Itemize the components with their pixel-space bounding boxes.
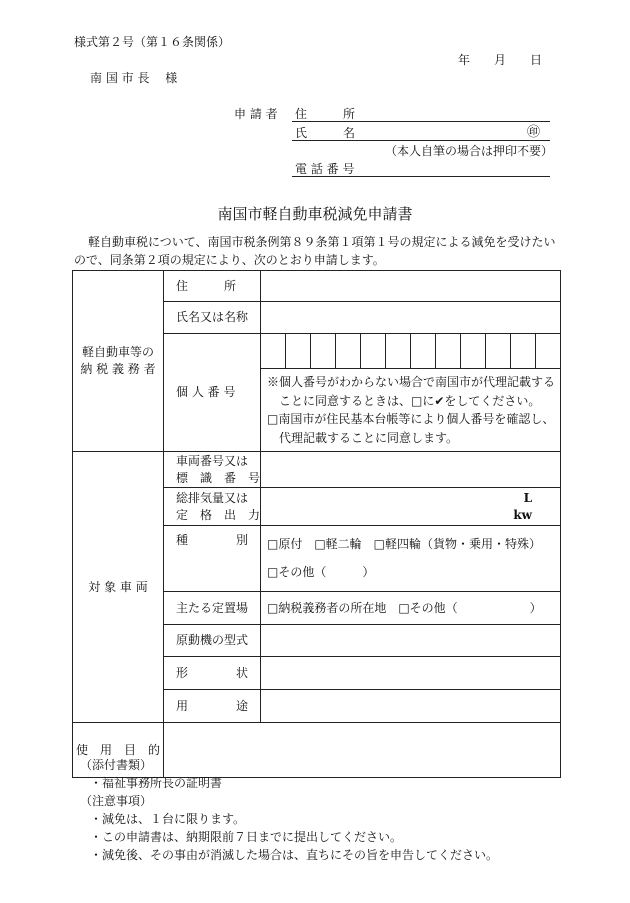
digit-box[interactable] [485,334,510,368]
vehicle-number-line2: 標 識 番 号 [176,470,261,485]
document-title: 南国市軽自動車税減免申請書 [217,205,413,223]
applicant-label: 申 請 者 [234,107,278,121]
pn-note-line2: ことに同意するときは、□に✔をしてください。 [279,393,541,408]
displacement-line2: 定 格 出 力 [176,507,261,522]
shape-label: 形 状 [164,657,261,690]
digit-box[interactable] [335,334,360,368]
date-line: 年 月 日 [458,53,543,67]
vehicle-number-label [164,452,261,488]
digit-box[interactable] [310,334,335,368]
digit-box[interactable] [360,334,385,368]
purpose-field[interactable] [261,690,561,723]
vehicle-category: 対 象 車 両 [73,452,164,723]
purpose-label: 用 途 [164,690,261,723]
storage-label: 主たる定置場 [164,592,261,625]
personal-number-note [261,369,560,451]
footer-notes [80,756,498,864]
personal-number-cell [261,334,561,452]
applicant-phone-line[interactable] [292,176,550,177]
intro-line-1: 軽自動車税について、南国市税条例第８９条第１項第１号の規定による減免を受けたい [88,235,556,249]
name-or-title-field[interactable] [261,302,561,334]
name-or-title-label: 氏名又は名称 [164,302,261,334]
unit-liter: L [523,491,532,506]
addressee: 南 国 市 長 様 [90,71,178,85]
taxpayer-category-line1: 軽自動車等の [81,345,154,360]
vehicle-number-field[interactable] [261,452,561,488]
note-item-1: ・減免は、１台に限ります。 [90,812,246,826]
address-field[interactable] [261,271,561,302]
displacement-label [164,488,261,526]
attach-item: ・福祉事務所長の証明書 [90,776,223,790]
digit-box[interactable] [460,334,485,368]
use-purpose-label: 使 用 目 的 [73,723,164,778]
digit-box[interactable] [535,334,560,368]
pn-note-line1: ※個人番号がわからない場合で南国市が代理記載する [267,375,556,389]
displacement-field[interactable] [261,488,561,526]
applicant-name-line[interactable] [292,140,550,141]
engine-model-label: 原動機の型式 [164,625,261,657]
table-row [73,452,561,488]
table-row [73,271,561,302]
note-item-2: ・この申請書は、納期限前７日までに提出してください。 [90,830,403,844]
type-options [261,526,561,592]
digit-box[interactable] [285,334,310,368]
digit-box[interactable] [385,334,410,368]
note-item-3: ・減免後、その事由が消滅した場合は、直ちにその旨を申告してください。 [90,848,499,862]
type-checkboxes-row1[interactable]: □原付 □軽二輪 □軽四輪（貨物・乗用・特殊） [267,537,542,552]
displacement-line1: 総排気量又は [176,491,249,506]
application-table [72,270,561,778]
address-label: 住 所 [164,271,261,302]
taxpayer-category [73,271,164,452]
vehicle-number-line1: 車両番号又は [176,454,249,469]
attach-heading: （添付書類） [80,758,153,772]
seal-mark: ㊞ [527,125,541,140]
shape-field[interactable] [261,657,561,690]
notes-heading: （注意事項） [80,794,153,808]
personal-number-label: 個 人 番 号 [164,334,261,452]
applicant-address-label: 住 所 [295,107,356,121]
form-number: 様式第２号（第１６条関係） [74,35,231,49]
storage-checkboxes[interactable]: □納税義務者の所在地 □その他（ ） [261,592,561,625]
applicant-name-label: 氏 名 [295,126,356,140]
type-checkboxes-row2[interactable]: □その他（ ） [267,564,375,579]
digit-box[interactable] [435,334,460,368]
taxpayer-category-line2: 納 税 義 務 者 [80,362,156,377]
seal-note: （本人自筆の場合は押印不要） [385,144,554,158]
digit-box[interactable] [410,334,435,368]
applicant-address-line[interactable] [292,121,550,122]
pn-note-line4: 代理記載することに同意します。 [279,430,459,445]
digit-box[interactable] [261,334,285,368]
intro-line-2: ので、同条第２項の規定により、次のとおり申請します。 [74,253,385,267]
applicant-phone-label: 電 話 番 号 [295,162,355,176]
engine-model-field[interactable] [261,625,561,657]
type-label: 種 別 [164,526,261,592]
digit-box[interactable] [510,334,535,368]
pn-consent-checkbox[interactable]: □南国市が住民基本台帳等により個人番号を確認し、 [267,412,555,427]
personal-number-grid[interactable] [261,334,560,369]
unit-kw: kw [513,507,532,522]
